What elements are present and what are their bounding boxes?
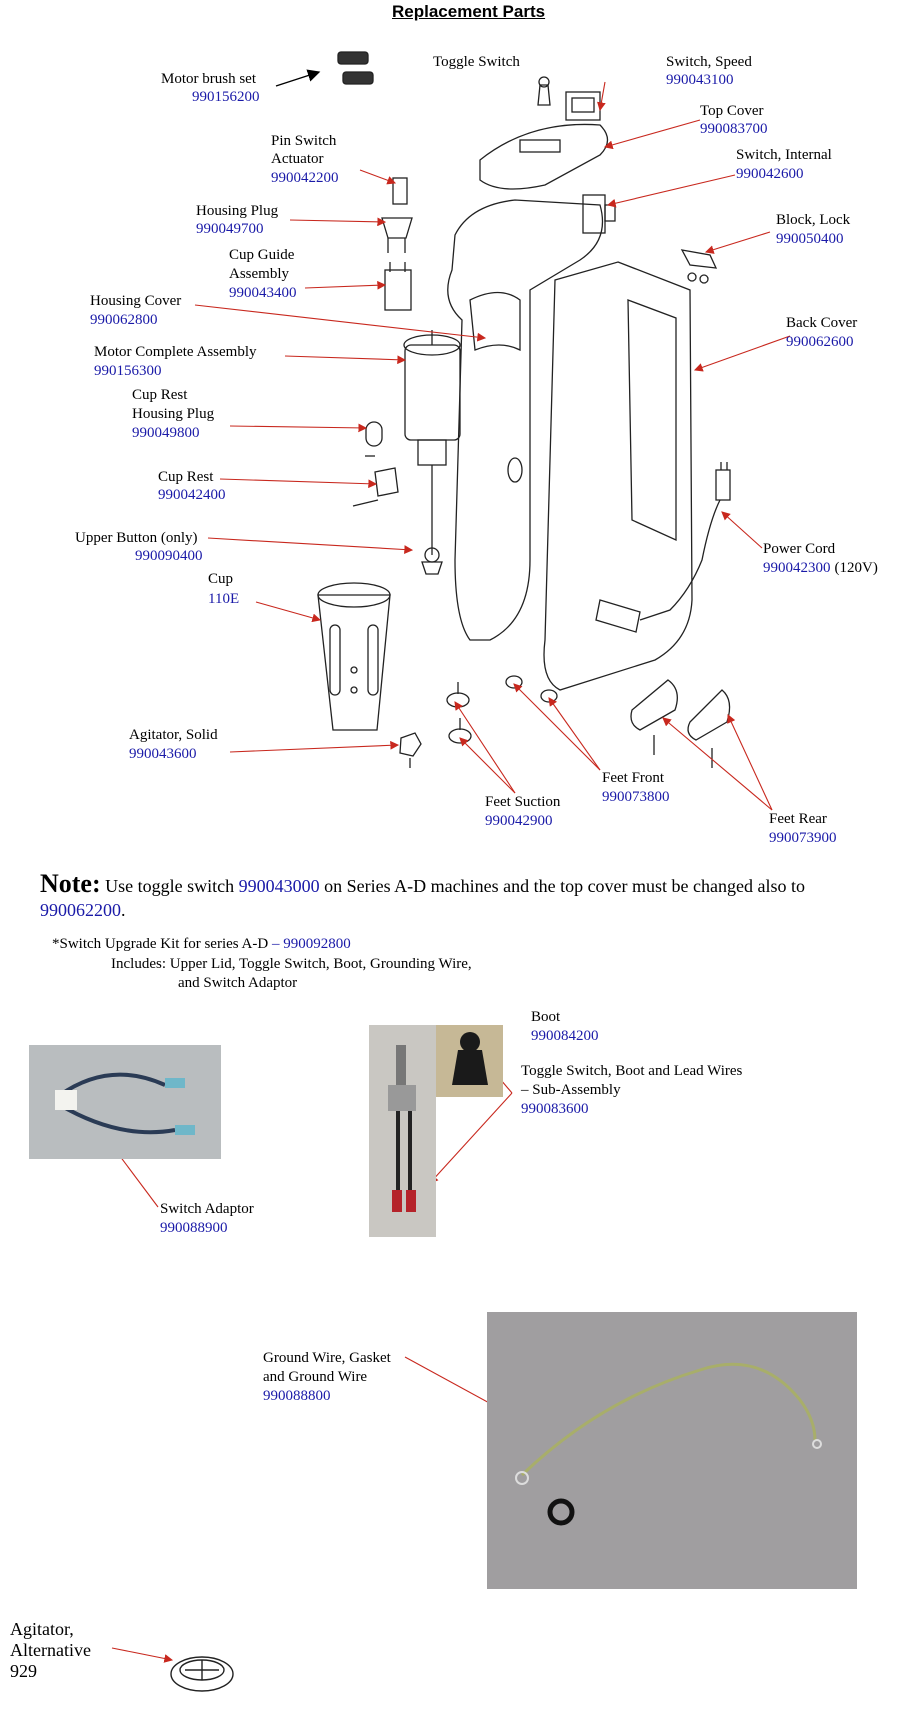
cup-rest-label: Cup Rest — [158, 469, 214, 485]
feet-suction-pn: 990042900 — [485, 813, 553, 829]
cup-shape — [318, 595, 390, 730]
switch-adaptor-label: Switch Adaptor — [160, 1201, 254, 1217]
pin-switch-label-1: Pin Switch — [271, 133, 337, 149]
agitator-alt-label-1: Agitator, — [10, 1619, 74, 1639]
upper-button-pn: 990090400 — [135, 548, 203, 564]
agitator-solid-label: Agitator, Solid — [129, 727, 218, 743]
kit-line-1 — [52, 935, 351, 954]
kit-pn: 990092800 — [283, 936, 351, 952]
cup-rest-plug-label-2: Housing Plug — [132, 406, 215, 422]
housing-plug-label: Housing Plug — [196, 203, 279, 219]
kit-dash: – — [271, 936, 280, 952]
pin-switch-label-2: Actuator — [271, 151, 324, 167]
kit-title: *Switch Upgrade Kit for series A-D — [52, 936, 269, 952]
cup-label: Cup — [208, 571, 234, 587]
feet-suction-label: Feet Suction — [485, 794, 561, 810]
note-end: . — [121, 900, 126, 920]
cup-guide-label-2: Assembly — [229, 266, 289, 282]
agitator-alt-shape — [171, 1657, 233, 1691]
motor-brush-set-pn: 990156200 — [192, 89, 260, 105]
toggle-switch-label: Toggle Switch — [433, 54, 520, 70]
agitator-alt-label — [10, 1619, 91, 1682]
agitator-alt-pn: 929 — [10, 1661, 37, 1681]
note-heading: Note: — [40, 869, 101, 898]
ground-wire-photo — [487, 1312, 857, 1589]
ground-wire-pn: 990088800 — [263, 1388, 331, 1404]
toggle-sub-pn: 990083600 — [521, 1101, 589, 1117]
back-cover-pn: 990062600 — [786, 334, 854, 350]
power-cord-voltage: (120V) — [834, 560, 878, 576]
note-pn-1: 990043000 — [238, 876, 320, 896]
back-cover-shape — [544, 262, 692, 690]
housing-plug-pn: 990049700 — [196, 221, 264, 237]
housing-cover-label: Housing Cover — [90, 293, 182, 309]
switch-adaptor-pn: 990088900 — [160, 1220, 228, 1236]
housing-cover-pn: 990062800 — [90, 312, 158, 328]
switch-speed-label: Switch, Speed — [666, 54, 752, 70]
power-cord-label: Power Cord — [763, 541, 836, 557]
cup-guide-label-1: Cup Guide — [229, 247, 295, 263]
switch-internal-pn: 990042600 — [736, 166, 804, 182]
ground-wire-label-2: and Ground Wire — [263, 1369, 368, 1385]
agitator-solid-pn: 990043600 — [129, 746, 197, 762]
note-paragraph — [40, 869, 890, 922]
feet-rear-label: Feet Rear — [769, 811, 827, 827]
feet-front-pn: 990073800 — [602, 789, 670, 805]
top-cover-pn: 990083700 — [700, 121, 768, 137]
cup-rest-pn: 990042400 — [158, 487, 226, 503]
top-cover-label: Top Cover — [700, 103, 764, 119]
back-cover-label: Back Cover — [786, 315, 858, 331]
motor-assembly-pn: 990156300 — [94, 363, 162, 379]
boot-pn: 990084200 — [531, 1028, 599, 1044]
note-text-2: on Series A-D machines and the top cover must be changed also to — [324, 876, 806, 896]
switch-speed-pn: 990043100 — [666, 72, 734, 88]
cup-rest-plug-label-1: Cup Rest — [132, 387, 188, 403]
toggle-sub-label-1: Toggle Switch, Boot and Lead Wires — [521, 1063, 743, 1079]
top-cover-shape — [480, 124, 608, 189]
cup-pn: 110E — [208, 591, 240, 607]
block-lock-label: Block, Lock — [776, 212, 851, 228]
switch-internal-label: Switch, Internal — [736, 147, 832, 163]
boot-label: Boot — [531, 1009, 561, 1025]
pin-switch-pn: 990042200 — [271, 170, 339, 186]
block-lock-pn: 990050400 — [776, 231, 844, 247]
ground-wire-label-1: Ground Wire, Gasket — [263, 1350, 391, 1366]
feet-rear-pn: 990073900 — [769, 830, 837, 846]
motor-assembly-label: Motor Complete Assembly — [94, 344, 257, 360]
power-cord-pn: 990042300 — [763, 560, 831, 576]
upper-button-label: Upper Button (only) — [75, 530, 198, 546]
note-pn-2: 990062200 — [40, 900, 121, 920]
motor-brush-set-label: Motor brush set — [161, 71, 256, 87]
cup-guide-pn: 990043400 — [229, 285, 297, 301]
page-title: Replacement Parts — [392, 2, 546, 21]
cup-rest-plug-pn: 990049800 — [132, 425, 200, 441]
feet-front-label: Feet Front — [602, 770, 665, 786]
kit-line-3: and Switch Adaptor — [178, 975, 298, 991]
motor-shape — [405, 345, 460, 440]
agitator-alt-label-2: Alternative — [10, 1640, 91, 1660]
note-text-1: Use toggle switch — [105, 876, 235, 896]
toggle-sub-label-2: – Sub-Assembly — [521, 1082, 621, 1098]
kit-line-2: Includes: Upper Lid, Toggle Switch, Boot, Grounding Wire, — [111, 956, 472, 972]
speed-switch-shape — [566, 92, 600, 120]
housing-shape — [448, 200, 603, 640]
